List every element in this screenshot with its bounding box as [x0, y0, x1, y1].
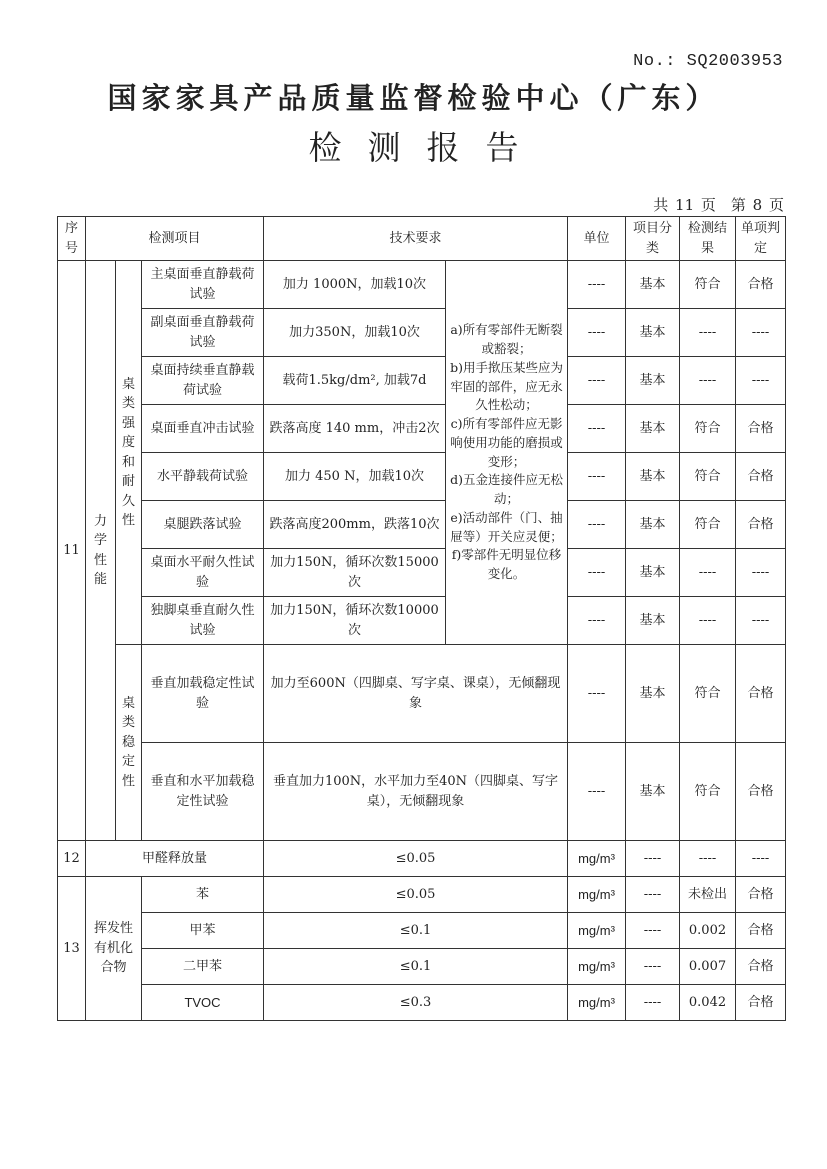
result-cell: 符合: [680, 743, 736, 841]
category-cell: 基本: [626, 549, 680, 597]
requirement-cell: ≤0.1: [264, 913, 568, 949]
table-row: [58, 949, 786, 985]
result-cell: 符合: [680, 405, 736, 453]
judgment-cell: 合格: [736, 645, 786, 743]
requirement-cell: ≤0.3: [264, 985, 568, 1021]
requirement-cell: 加力150N，循环次数10000次: [264, 597, 446, 645]
requirement-cell: ≤0.05: [264, 877, 568, 913]
unit-cell: ----: [568, 405, 626, 453]
unit-cell: mg/m³: [568, 877, 626, 913]
category-cell: ----: [626, 841, 680, 877]
result-cell: 符合: [680, 501, 736, 549]
requirement-cell: 加力 450 N，加载10次: [264, 453, 446, 501]
judgment-cell: 合格: [736, 743, 786, 841]
group-label: 力学性能: [86, 261, 116, 841]
judgment-cell: 合格: [736, 261, 786, 309]
category-cell: 基本: [626, 261, 680, 309]
item-cell: 桌面水平耐久性试验: [142, 549, 264, 597]
judgment-cell: 合格: [736, 405, 786, 453]
judgment-cell: 合格: [736, 877, 786, 913]
unit-cell: ----: [568, 453, 626, 501]
result-cell: 0.042: [680, 985, 736, 1021]
header-result: 检测结果: [680, 217, 736, 261]
table-row: [58, 913, 786, 949]
group-label: 挥发性有机化合物: [86, 877, 142, 1021]
table-row: [58, 405, 786, 453]
result-cell: 未检出: [680, 877, 736, 913]
item-cell: 水平静载荷试验: [142, 453, 264, 501]
header-judgment: 单项判定: [736, 217, 786, 261]
unit-cell: ----: [568, 261, 626, 309]
table-row: [58, 357, 786, 405]
requirement-cell: 垂直加力100N，水平加力至40N（四脚桌、写字桌），无倾翻现象: [264, 743, 568, 841]
requirement-cell: 加力至600N（四脚桌、写字桌、课桌），无倾翻现象: [264, 645, 568, 743]
table-row: [58, 309, 786, 357]
item-cell: 桌面垂直冲击试验: [142, 405, 264, 453]
table-row: [58, 501, 786, 549]
result-cell: 符合: [680, 645, 736, 743]
category-cell: 基本: [626, 453, 680, 501]
table-row: [58, 877, 786, 913]
requirement-cell: 加力350N，加载10次: [264, 309, 446, 357]
category-cell: ----: [626, 949, 680, 985]
table-row: [58, 453, 786, 501]
judgment-cell: ----: [736, 549, 786, 597]
judgment-cell: ----: [736, 357, 786, 405]
common-req-line: b)用手揿压某些应为牢固的部件，应无永久性松动；: [450, 359, 563, 413]
header-category: 项目分类: [626, 217, 680, 261]
item-cell: TVOC: [142, 985, 264, 1021]
requirement-cell: 加力150N，循环次数15000 次: [264, 549, 446, 597]
table-header-row: [58, 217, 786, 261]
judgment-cell: 合格: [736, 913, 786, 949]
result-cell: 符合: [680, 261, 736, 309]
category-cell: 基本: [626, 309, 680, 357]
header-requirement: 技术要求: [264, 217, 568, 261]
category-cell: 基本: [626, 645, 680, 743]
subgroup-label: 桌类稳定性: [116, 645, 142, 841]
category-cell: ----: [626, 877, 680, 913]
item-cell: 二甲苯: [142, 949, 264, 985]
judgment-cell: 合格: [736, 985, 786, 1021]
category-cell: 基本: [626, 597, 680, 645]
requirement-cell: ≤0.1: [264, 949, 568, 985]
page-indicator: 共 11 页 第 8 页: [653, 196, 784, 214]
judgment-cell: ----: [736, 841, 786, 877]
table-row: [58, 841, 786, 877]
seq-cell: 12: [58, 841, 86, 877]
common-req-line: c)所有零部件应无影响使用功能的磨损或变形；: [450, 416, 563, 469]
item-cell: 独脚桌垂直耐久性试验: [142, 597, 264, 645]
unit-cell: ----: [568, 309, 626, 357]
category-cell: 基本: [626, 743, 680, 841]
common-req-line: f)零部件无明显位移变化。: [451, 547, 562, 581]
item-cell: 甲苯: [142, 913, 264, 949]
seq-cell: 11: [58, 261, 86, 841]
requirement-cell: 跌落高度 140 mm，冲击2次: [264, 405, 446, 453]
result-cell: ----: [680, 357, 736, 405]
result-cell: ----: [680, 597, 736, 645]
result-cell: 符合: [680, 453, 736, 501]
unit-cell: mg/m³: [568, 985, 626, 1021]
table-row: [58, 549, 786, 597]
table-row: [58, 985, 786, 1021]
item-cell: 垂直加载稳定性试验: [142, 645, 264, 743]
unit-cell: ----: [568, 549, 626, 597]
category-cell: ----: [626, 913, 680, 949]
unit-cell: ----: [568, 357, 626, 405]
unit-cell: mg/m³: [568, 913, 626, 949]
unit-cell: mg/m³: [568, 841, 626, 877]
table-row: [58, 597, 786, 645]
unit-cell: mg/m³: [568, 949, 626, 985]
table-row: [58, 261, 786, 309]
judgment-cell: 合格: [736, 501, 786, 549]
subgroup-label: 桌类强度和耐久性: [116, 261, 142, 645]
unit-cell: ----: [568, 597, 626, 645]
common-req-line: d)五金连接件应无松动；: [450, 472, 563, 506]
result-cell: 0.002: [680, 913, 736, 949]
result-cell: 0.007: [680, 949, 736, 985]
category-cell: ----: [626, 985, 680, 1021]
result-cell: ----: [680, 841, 736, 877]
item-cell: 副桌面垂直静载荷试验: [142, 309, 264, 357]
requirement-cell: ≤0.05: [264, 841, 568, 877]
item-cell: 甲醛释放量: [86, 841, 264, 877]
report-number: No.: SQ2003953: [633, 52, 783, 71]
item-cell: 垂直和水平加载稳定性试验: [142, 743, 264, 841]
test-results-table: [57, 216, 786, 1021]
category-cell: 基本: [626, 501, 680, 549]
document-title: 检测报告: [308, 128, 545, 167]
requirement-cell: 加力 1000N，加载10次: [264, 261, 446, 309]
judgment-cell: ----: [736, 309, 786, 357]
table-row: [58, 645, 786, 743]
judgment-cell: ----: [736, 597, 786, 645]
item-cell: 主桌面垂直静载荷试验: [142, 261, 264, 309]
unit-cell: ----: [568, 501, 626, 549]
item-cell: 苯: [142, 877, 264, 913]
header-unit: 单位: [568, 217, 626, 261]
table-row: [58, 743, 786, 841]
organization-title: 国家家具产品质量监督检验中心（广东）: [107, 81, 720, 115]
item-cell: 桌面持续垂直静载荷试验: [142, 357, 264, 405]
common-req-line: e)活动部件（门、抽屉等）开关应灵便；: [450, 509, 563, 544]
category-cell: 基本: [626, 405, 680, 453]
judgment-cell: 合格: [736, 949, 786, 985]
common-req-line: a)所有零部件无断裂或豁裂；: [450, 322, 563, 356]
common-requirements: [446, 261, 568, 645]
header-item: 检测项目: [86, 217, 264, 261]
category-cell: 基本: [626, 357, 680, 405]
judgment-cell: 合格: [736, 453, 786, 501]
seq-cell: 13: [58, 877, 86, 1021]
header-seq: 序号: [58, 217, 86, 261]
requirement-cell: 载荷1.5kg/dm², 加载7d: [264, 357, 446, 405]
unit-cell: ----: [568, 645, 626, 743]
result-cell: ----: [680, 309, 736, 357]
result-cell: ----: [680, 549, 736, 597]
unit-cell: ----: [568, 743, 626, 841]
requirement-cell: 跌落高度200mm，跌落10次: [264, 501, 446, 549]
item-cell: 桌腿跌落试验: [142, 501, 264, 549]
